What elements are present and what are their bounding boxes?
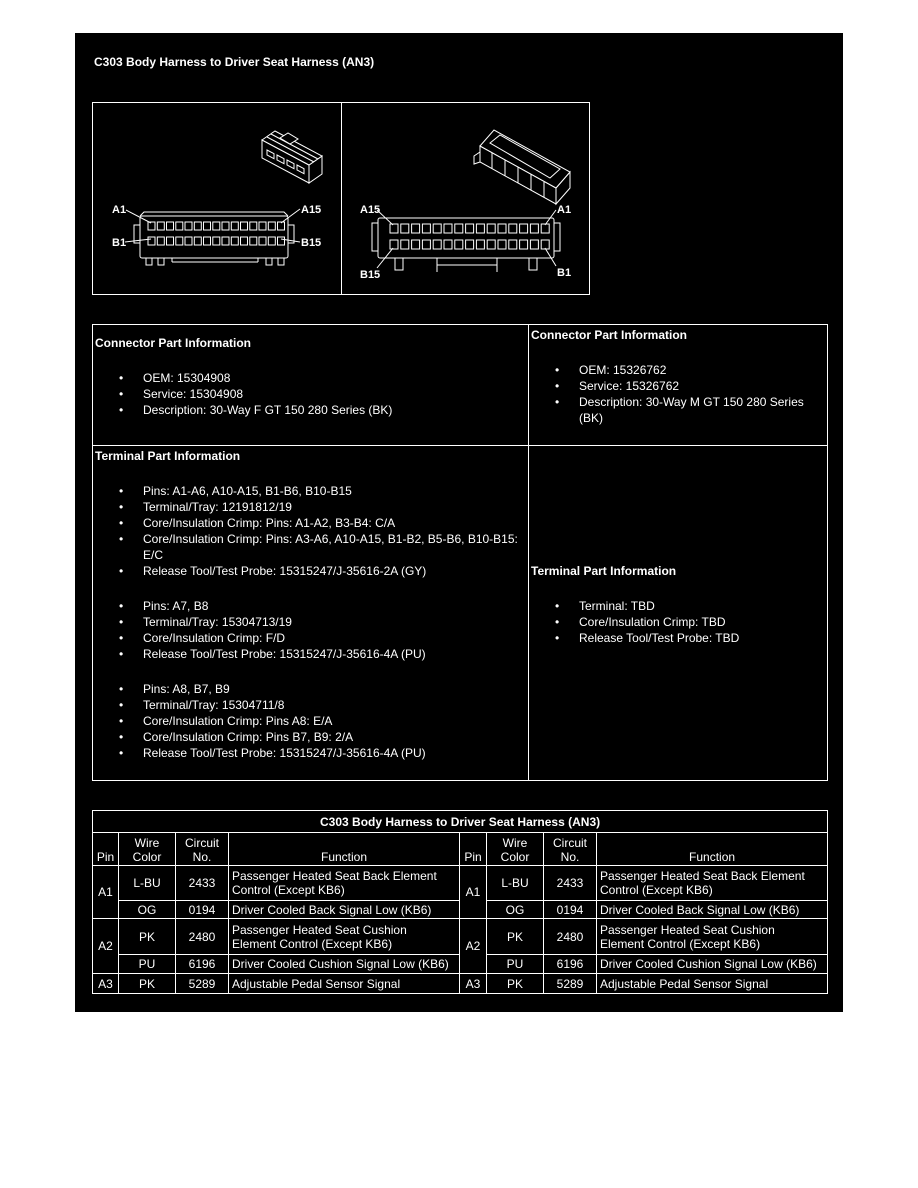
pin-cavity [455,224,463,233]
left-label-b1: B1 [112,237,127,249]
circuit-number-column-header: Circuit No. [544,833,597,866]
left-label-a15: A15 [301,204,322,216]
pin-cavity [231,222,238,230]
pin-cavity [194,237,201,245]
circuit-number-cell: 2433 [544,866,597,901]
right-label-a15: A15 [360,204,381,216]
pin-cavity [498,224,506,233]
terminal-info-item: • Pins: A7, B8 [143,598,526,614]
function-cell: Driver Cooled Cushion Signal Low (KB6) [597,955,828,974]
pin-cavity [241,237,248,245]
circuit-number-cell: 0194 [176,901,229,919]
connector-info-list [95,370,526,418]
pin-cavity [148,237,155,245]
pin-cavity [520,240,528,249]
pin-cavity [278,237,285,245]
pin-cavity [422,240,430,249]
terminal-info-item: • Core/Insulation Crimp: Pins B7, B9: 2/A [143,729,526,745]
terminal-info-heading: Terminal Part Information [531,564,677,578]
circuit-number-cell: 6196 [176,955,229,974]
pin-cavity [259,237,266,245]
pin-cavity [176,237,183,245]
terminal-info-item: • Terminal: TBD [579,598,825,614]
pin-cavity [487,240,495,249]
right-label-b1: B1 [557,267,572,279]
pin-cavity [520,224,528,233]
pin-cavity [476,224,484,233]
pin-cavity [213,237,220,245]
terminal-info-item: • Terminal/Tray: 12191812/19 [143,499,526,515]
pin-cavity [390,240,398,249]
pin-cavity [498,240,506,249]
wire-color-column-header: Wire Color [487,833,544,866]
pin-cavity [231,237,238,245]
connector-end-views [92,102,590,295]
terminal-info-heading: Terminal Part Information [95,449,241,463]
pin-cavity [167,222,174,230]
terminal-info-group [95,681,526,761]
right-terminal-info-cell [529,446,828,781]
right-label-b15: B15 [360,269,381,281]
function-cell: Passenger Heated Seat Cushion Element Control (Except KB6) [597,919,828,955]
terminal-info-item: • Core/Insulation Crimp: F/D [143,630,526,646]
pin-cavity [487,224,495,233]
pin-column-header: Pin [460,833,487,866]
pin-cavity [412,224,420,233]
pin-cavity [250,237,257,245]
pin-cavity [401,240,409,249]
wire-color-cell: PU [119,955,176,974]
pin-cell: A1 [460,866,487,919]
terminal-info-item: • Release Tool/Test Probe: TBD [579,630,825,646]
pin-cavity [476,240,484,249]
function-cell: Adjustable Pedal Sensor Signal [229,974,460,994]
connector-info-heading: Connector Part Information [531,328,688,342]
pin-cavity [541,240,549,249]
function-cell: Driver Cooled Back Signal Low (KB6) [597,901,828,919]
pin-cavity [176,222,183,230]
wire-color-cell: L-BU [119,866,176,901]
left-terminal-info-cell [93,446,529,781]
terminal-info-group [95,598,526,662]
connector-info-heading: Connector Part Information [95,336,252,350]
pin-cavity [530,224,538,233]
pin-cavity [148,222,155,230]
circuit-number-cell: 2433 [176,866,229,901]
pin-cavity [422,224,430,233]
connector-info-item: • Service: 15304908 [143,386,526,402]
pin-cell: A2 [93,919,119,974]
left-label-b15: B15 [301,237,322,249]
terminal-info-item: • Core/Insulation Crimp: Pins: A1-A2, B3-B4: C/A [143,515,526,531]
right-label-a1: A1 [557,204,572,216]
terminal-info-item: • Core/Insulation Crimp: Pins: A3-A6, A10-A15, B1-B2, B5-B6, B10-B15: E/C [143,531,526,563]
pin-cavity [433,240,441,249]
pin-cavity [185,222,192,230]
pin-cavity [278,222,285,230]
terminal-info-item: • Release Tool/Test Probe: 15315247/J-35616-2A (GY) [143,563,526,579]
pin-cavity [401,224,409,233]
right-pin-cavities [390,224,549,249]
connector-info-item: • Description: 30-Way M GT 150 280 Series (BK) [579,394,825,426]
pin-cavity [455,240,463,249]
pin-cavity [466,240,474,249]
left-connector-3d-icon [262,131,322,183]
circuit-number-cell: 6196 [544,955,597,974]
function-cell: Passenger Heated Seat Cushion Element Control (Except KB6) [229,919,460,955]
pin-cavity [194,222,201,230]
circuit-number-cell: 2480 [176,919,229,955]
terminal-info-item: • Core/Insulation Crimp: Pins A8: E/A [143,713,526,729]
pin-table-title: C303 Body Harness to Driver Seat Harness (AN3) [93,811,828,833]
wire-color-cell: OG [119,901,176,919]
part-information-table [92,324,828,781]
pin-cavity [433,224,441,233]
function-column-header: Function [597,833,828,866]
terminal-info-item: • Release Tool/Test Probe: 15315247/J-35616-4A (PU) [143,646,526,662]
left-connector-face [134,212,294,265]
pin-function-table [92,810,828,994]
pin-cavity [390,224,398,233]
pin-cavity [222,237,229,245]
pin-cavity [444,224,452,233]
wire-color-column-header: Wire Color [119,833,176,866]
function-cell: Passenger Heated Seat Back Element Control (Except KB6) [597,866,828,901]
right-connector-3d-icon [474,130,570,204]
pin-cavity [530,240,538,249]
pin-cavity [466,224,474,233]
wire-color-cell: L-BU [487,866,544,901]
circuit-number-cell: 5289 [176,974,229,994]
pin-cell: A1 [93,866,119,919]
pin-cavity [204,237,211,245]
circuit-number-column-header: Circuit No. [176,833,229,866]
left-connector-info-cell [93,325,529,446]
pin-cavity [541,224,549,233]
function-column-header: Function [229,833,460,866]
function-cell: Driver Cooled Cushion Signal Low (KB6) [229,955,460,974]
pin-cavity [157,222,164,230]
pin-cavity [185,237,192,245]
pin-cavity [509,240,517,249]
wire-color-cell: PK [487,974,544,994]
connector-info-item: • OEM: 15326762 [579,362,825,378]
terminal-info-item: • Terminal/Tray: 15304713/19 [143,614,526,630]
pin-cavity [213,222,220,230]
pin-cavity [268,237,275,245]
pin-column-header: Pin [93,833,119,866]
pin-cavity [241,222,248,230]
circuit-number-cell: 0194 [544,901,597,919]
wire-color-cell: OG [487,901,544,919]
wire-color-cell: PU [487,955,544,974]
pin-cavity [509,224,517,233]
pin-cavity [412,240,420,249]
circuit-number-cell: 2480 [544,919,597,955]
pin-cavity [167,237,174,245]
terminal-info-item: • Core/Insulation Crimp: TBD [579,614,825,630]
connector-info-item: • Service: 15326762 [579,378,825,394]
wire-color-cell: PK [487,919,544,955]
pin-cavity [444,240,452,249]
terminal-info-group [95,483,526,579]
left-pin-cavities [148,222,285,245]
terminal-info-item: • Pins: A1-A6, A10-A15, B1-B6, B10-B15 [143,483,526,499]
page-title: C303 Body Harness to Driver Seat Harness (AN3) [94,55,375,69]
pin-cavity [250,222,257,230]
pin-cavity [222,222,229,230]
pin-cavity [259,222,266,230]
right-connector-view [360,130,571,281]
pin-cavity [157,237,164,245]
terminal-info-item: • Release Tool/Test Probe: 15315247/J-35616-4A (PU) [143,745,526,761]
wire-color-cell: PK [119,974,176,994]
function-cell: Passenger Heated Seat Back Element Control (Except KB6) [229,866,460,901]
terminal-info-item: • Terminal/Tray: 15304711/8 [143,697,526,713]
connector-info-list [531,362,825,426]
right-connector-face [372,218,560,272]
connector-info-item: • OEM: 15304908 [143,370,526,386]
terminal-info-group [531,598,825,646]
right-connector-info-cell [529,325,828,446]
pin-cell: A2 [460,919,487,974]
function-cell: Adjustable Pedal Sensor Signal [597,974,828,994]
left-label-a1: A1 [112,204,127,216]
circuit-number-cell: 5289 [544,974,597,994]
pin-cavity [204,222,211,230]
pin-cavity [268,222,275,230]
pin-cell: A3 [460,974,487,994]
terminal-info-item: • Pins: A8, B7, B9 [143,681,526,697]
wire-color-cell: PK [119,919,176,955]
function-cell: Driver Cooled Back Signal Low (KB6) [229,901,460,919]
pin-cell: A3 [93,974,119,994]
left-connector-view [112,131,322,265]
connector-info-item: • Description: 30-Way F GT 150 280 Series (BK) [143,402,526,418]
